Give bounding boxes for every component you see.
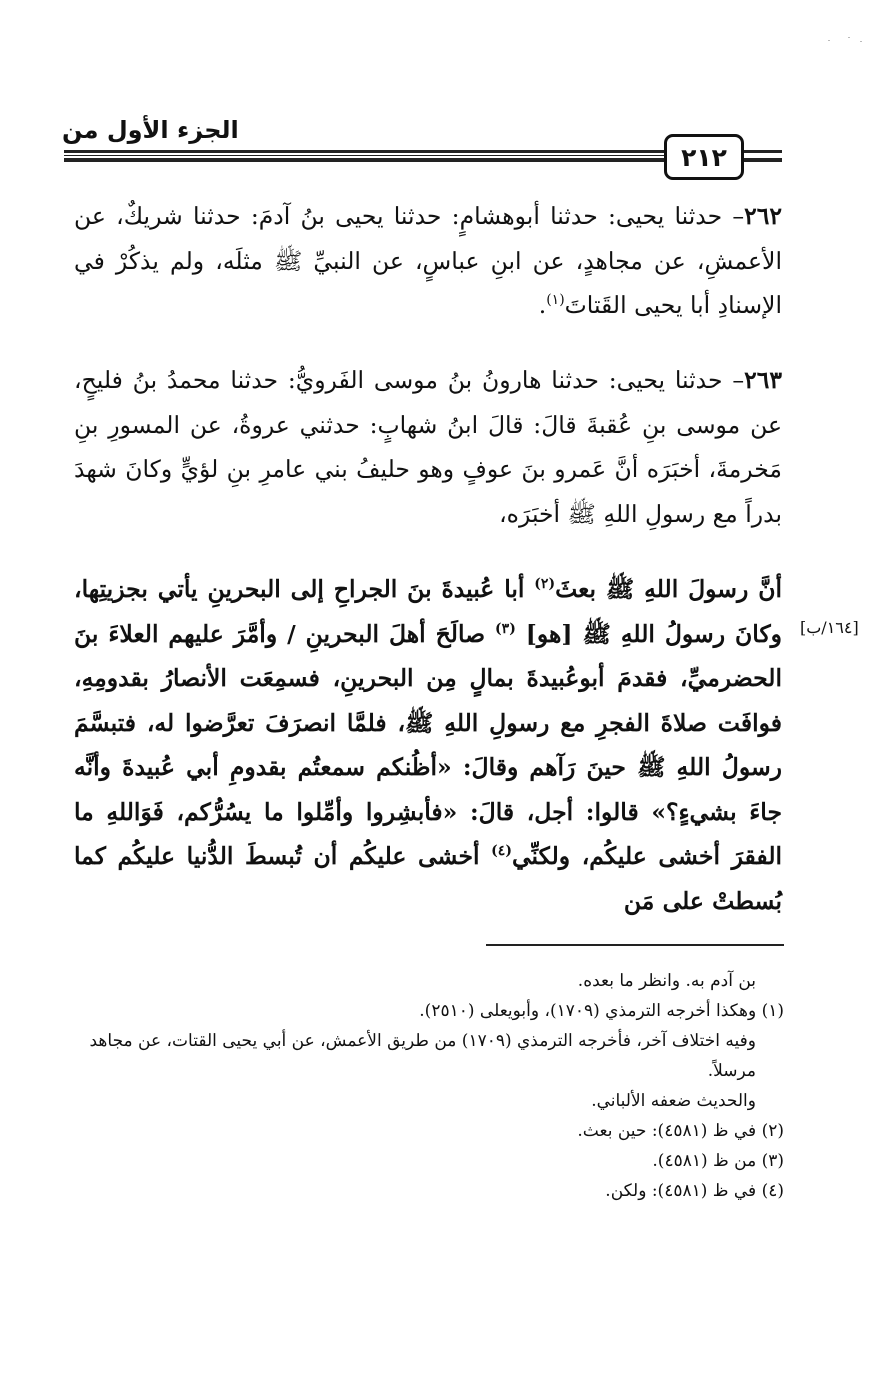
matn-text: أبا عُبيدةَ بنَ الجراحِ إلى البحرينِ يأتي بجزيتِها، وكانَ رسولُ اللهِ ﷺ [هو] <box>74 575 782 648</box>
footnote-reference: (٢) <box>534 576 556 593</box>
manuscript-folio-marker: [١٦٤/ب] <box>800 618 859 637</box>
scan-speck <box>848 37 850 38</box>
hadith-text: – حدثنا يحيى: حدثنا هارونُ بنُ موسى الفَرويُّ: حدثنا محمدُ بنُ فليحٍ، عن موسى بنِ عُقبةَ قالَ: قالَ ابنُ شهابٍ: حدثني عروةُ، عن المسورِ بنِ مَخرمةَ، أخبَرَه أنَّ عَمرو بنَ عوفٍ وهو حليفُ بني عامرِ بنِ لؤيٍّ وكانَ شهدَ بدراً مع رسولِ اللهِ ﷺ أخبَرَه، <box>74 366 782 528</box>
footnote-item: (١) وهكذا أخرجه الترمذي (١٧٠٩)، وأبويعلى (٢٥١٠). <box>419 1001 784 1021</box>
footnote-continuation: بن آدم به. وانظر ما بعده. <box>577 971 756 991</box>
scan-speck <box>860 41 862 42</box>
footnote-item: والحديث ضعفه الألباني. <box>591 1091 756 1111</box>
footnote-item: (٤) في ظ (٤٥٨١): ولكن. <box>605 1181 784 1201</box>
running-title: الجزء الأول من <box>62 116 239 144</box>
matn-text: أنَّ رسولَ اللهِ ﷺ بعثَ <box>555 575 782 603</box>
footnote-item: (٣) من ظ (٤٥٨١). <box>652 1151 784 1171</box>
hadith-number: ٢٦٢ <box>744 202 782 230</box>
matn-text: أخشى عليكُم أن تُبسطَ الدُّنيا عليكُم كما بُسطتْ على مَن <box>74 842 782 915</box>
hadith-number: ٢٦٣ <box>744 366 782 394</box>
hadith-paragraph-262 <box>74 194 782 328</box>
scan-speck <box>828 40 830 41</box>
hadith-text: – حدثنا يحيى: حدثنا أبوهشامٍ: حدثنا يحيى بنُ آدمَ: حدثنا شريكٌ، عن الأعمشِ، عن مجاهدٍ، عن ابنِ عباسٍ، عن النبيِّ ﷺ مثلَه، ولم يذكُرْ في الإسنادِ أبا يحيى القَتاتَ <box>74 202 782 319</box>
header-rule <box>64 150 664 153</box>
footnote-reference: (٣) <box>495 620 516 637</box>
footnotes-list <box>70 966 784 1206</box>
matn-text: صالَحَ أهلَ البحرينِ / وأمَّرَ عليهم العلاءَ بنَ الحضرميِّ، فقدمَ أبوعُبيدةَ بمالٍ مِن البحرينِ، فسمِعَت الأنصارُ بقدومِهِ، فوافَت صلاةَ الفجرِ مع رسولِ اللهِ ﷺ، فلمَّا انصرَفَ تعرَّضوا له، فتبسَّمَ رسولُ اللهِ ﷺ حينَ رَآهم وقالَ: «أظُنكم سمعتُم بقدومِ أبي عُبيدةَ وأنَّه جاءَ بشيءٍ؟» قالوا: أجل، قالَ: «فأبشِروا وأمِّلوا ما يسُرُّكم، فَوَاللهِ ما الفقرَ أخشى عليكُم، ولكنِّي <box>74 619 783 870</box>
footnote-item: وفيه اختلاف آخر، فأخرجه الترمذي (١٧٠٩) من طريق الأعمش، عن أبي يحيى القتات، عن مجاهد مرسلاً. <box>89 1031 756 1081</box>
footnote-reference: (٤) <box>491 843 512 860</box>
hadith-paragraph-263 <box>74 358 782 536</box>
header-rule <box>64 158 664 162</box>
header-rule <box>64 155 664 156</box>
footnote-reference: (١) <box>546 292 565 309</box>
page-number <box>664 134 744 180</box>
footnote-item: (٢) في ظ (٤٥٨١): حين بعث. <box>577 1121 784 1141</box>
header-rule <box>740 150 782 153</box>
page-number-text: ٢١٢ <box>681 142 727 172</box>
header-rule <box>740 158 782 162</box>
hadith-matn-paragraph <box>74 567 782 923</box>
hadith-text-end: . <box>538 291 547 319</box>
footnote-separator <box>486 944 784 946</box>
